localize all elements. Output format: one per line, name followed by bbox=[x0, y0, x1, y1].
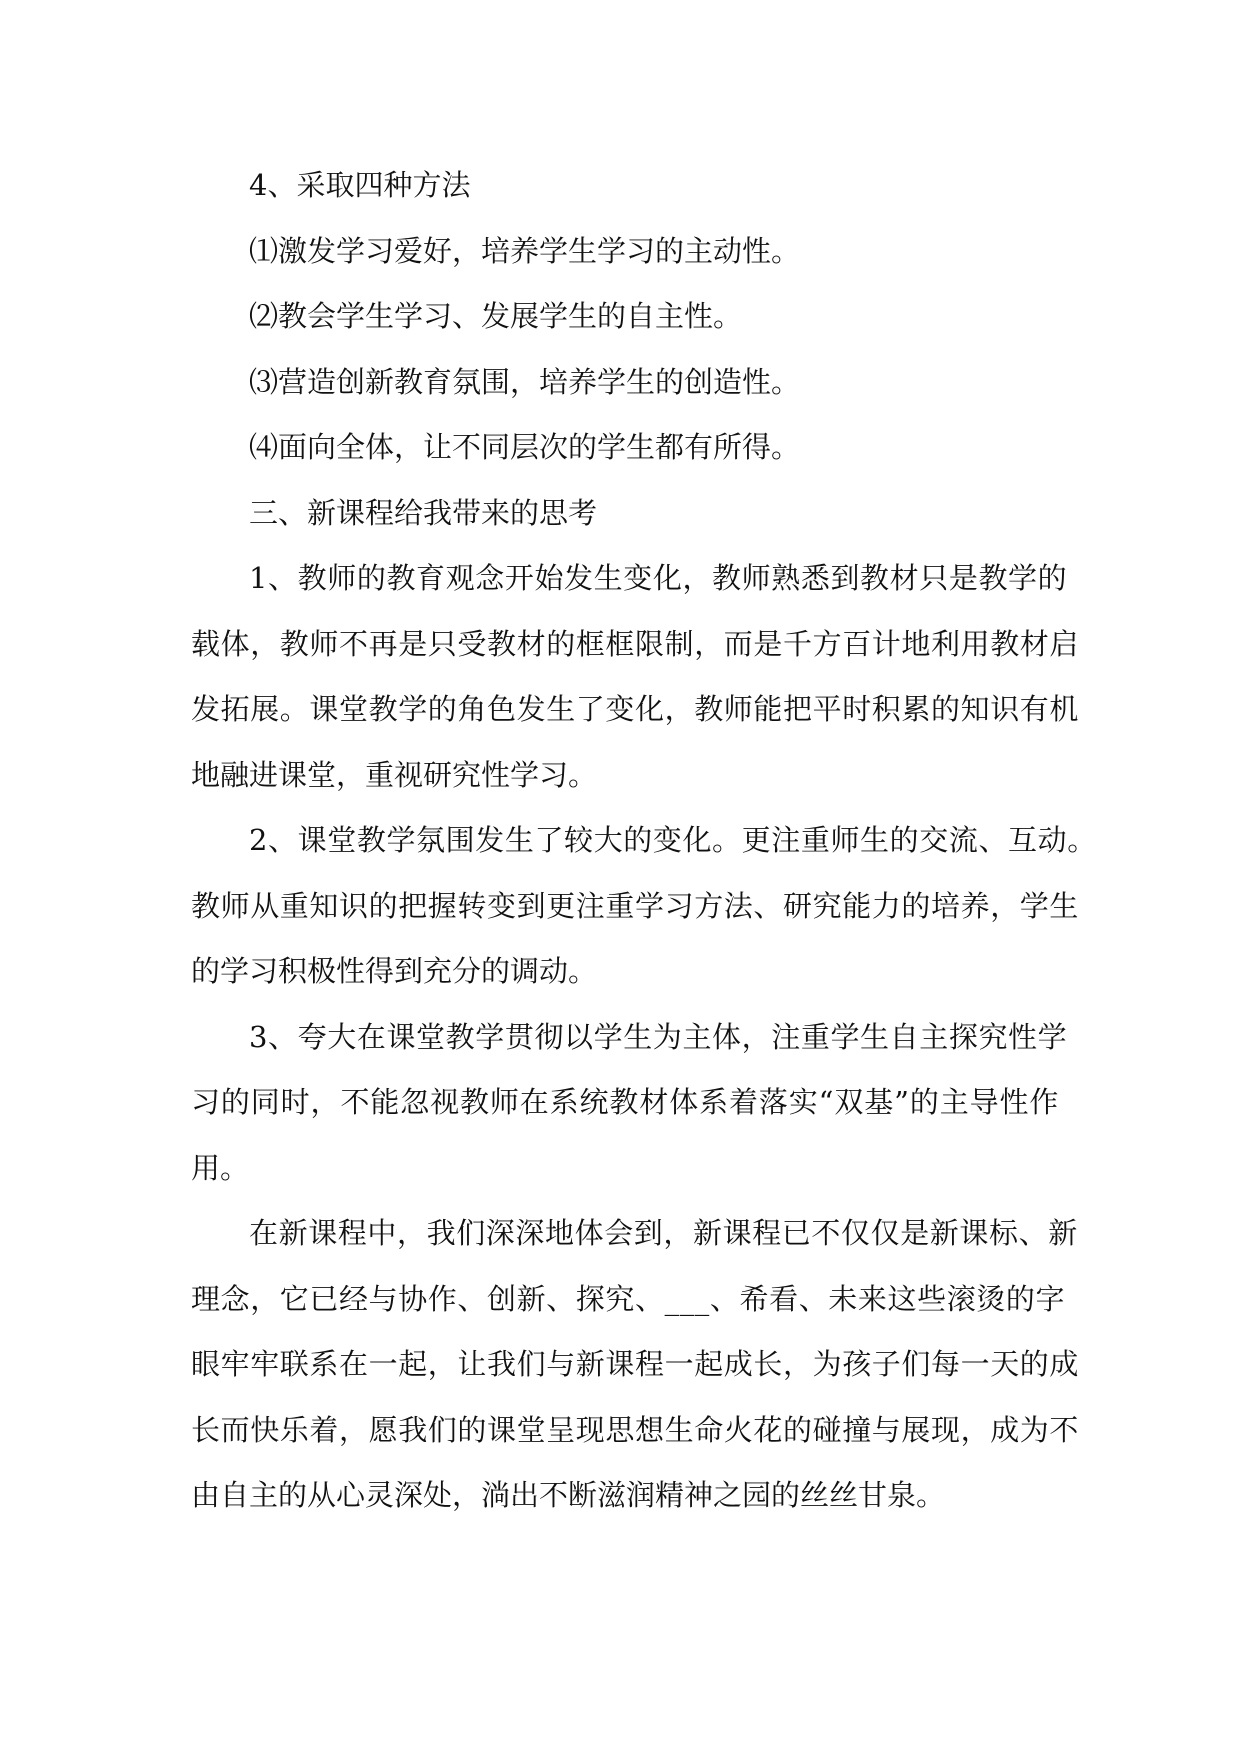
paragraph-line: 用。 bbox=[191, 1150, 250, 1185]
paragraph-line: 发拓展。课堂教学的角色发生了变化，教师能把平时积累的知识有机 bbox=[191, 692, 1080, 726]
paragraph-thought-2 bbox=[191, 819, 1097, 1016]
paragraph-line: 习的同时，不能忽视教师在系统教材体系着落实“双基”的主导性作 bbox=[191, 1085, 1059, 1119]
paragraph-line: 地融进课堂，重视研究性学习。 bbox=[191, 757, 598, 792]
paragraph-line: 2、课堂教学氛围发生了较大的变化。更注重师生的交流、互动。 bbox=[249, 823, 1097, 857]
method-item-1: ⑴激发学习爱好，培养学生学习的主动性。 bbox=[249, 233, 801, 268]
paragraph-thought-1 bbox=[191, 557, 1080, 819]
method-heading: 4、采取四种方法 bbox=[249, 168, 471, 202]
paragraph-line: 的学习积极性得到充分的调动。 bbox=[191, 954, 598, 988]
paragraph-line: 载体，教师不再是只受教材的框框限制，而是千方百计地利用教材启 bbox=[191, 626, 1080, 661]
section-heading: 三、新课程给我带来的思考 bbox=[249, 495, 598, 530]
paragraph-line: 由自主的从心灵深处，淌出不断滋润精神之园的丝丝甘泉。 bbox=[191, 1478, 946, 1512]
paragraph-line: 在新课程中，我们深深地体会到，新课程已不仅仅是新课标、新 bbox=[249, 1216, 1078, 1250]
method-item-3: ⑶营造创新教育氛围，培养学生的创造性。 bbox=[249, 364, 801, 399]
paragraph-line: 眼牢牢联系在一起，让我们与新课程一起成长，为孩子们每一天的成 bbox=[191, 1347, 1080, 1381]
document-body bbox=[191, 164, 1097, 1540]
paragraph-line: 教师从重知识的把握转变到更注重学习方法、研究能力的培养，学生 bbox=[191, 888, 1080, 923]
paragraph-line: 理念，它已经与协作、创新、探究、___、希看、未来这些滚烫的字 bbox=[191, 1281, 1066, 1316]
method-item-4: ⑷面向全体，让不同层次的学生都有所得。 bbox=[249, 430, 801, 464]
paragraph-thought-3 bbox=[191, 1016, 1068, 1213]
paragraph-line: 1、教师的教育观念开始发生变化，教师熟悉到教材只是教学的 bbox=[249, 561, 1068, 595]
paragraph-line: 长而快乐着，愿我们的课堂呈现思想生命火花的碰撞与展现，成为不 bbox=[191, 1412, 1080, 1447]
method-item-2: ⑵教会学生学习、发展学生的自主性。 bbox=[249, 299, 743, 333]
paragraph-conclusion bbox=[191, 1212, 1080, 1540]
paragraph-line: 3、夸大在课堂教学贯彻以学生为主体，注重学生自主探究性学 bbox=[249, 1019, 1068, 1054]
